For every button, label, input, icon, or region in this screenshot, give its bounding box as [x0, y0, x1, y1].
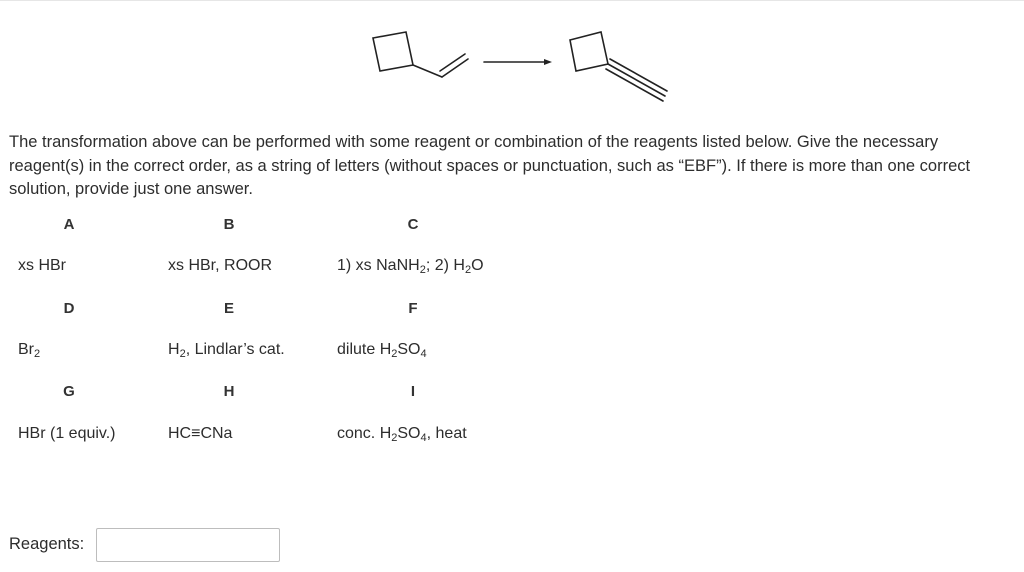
reagent-label-h: HC≡CNa: [168, 425, 233, 442]
question-text: The transformation above can be performed with some reagent or combination of the reagents listed below. Give the necessary reagent(s) in the correct order, as a string of letters (without spaces or punctuation, such as “EBF”). If there is more than one correct solution, provide just one answer.: [9, 133, 971, 198]
reagent-letter-a: A: [63, 216, 75, 233]
reagent-letter-e: E: [223, 300, 235, 317]
reagent-label-i: conc. $H_2SO_4$, heat: [337, 425, 467, 444]
reagent-letter-i: I: [410, 383, 416, 400]
reagent-label-d: $Br_2$: [18, 341, 41, 360]
reagent-label-f: dilute $H_2SO_4$: [337, 341, 427, 360]
reagents-input[interactable]: [96, 528, 280, 562]
starting-material-vinylcyclobutane: [373, 32, 468, 77]
reagent-label-g: HBr (1 equiv.): [18, 425, 116, 442]
reagent-label-c: 1) xs NaNH$_2$; 2) $H_2O$: [337, 257, 484, 276]
reagent-letter-g: G: [63, 383, 75, 400]
reaction-scheme: [360, 24, 680, 110]
reagent-letter-h: H: [223, 383, 235, 400]
reagent-letter-b: B: [223, 216, 235, 233]
reagent-label-b: xs HBr, ROOR: [168, 257, 273, 274]
reagent-label-a: xs HBr: [18, 257, 66, 274]
reagent-label-e: $H_2$, Lindlar’s cat.: [168, 341, 285, 360]
reagent-letter-f: F: [408, 300, 418, 317]
reaction-arrow: [484, 59, 552, 65]
product-ethynylcyclobutane: [570, 32, 667, 101]
reagent-letter-c: C: [407, 216, 419, 233]
reagent-letter-d: D: [63, 300, 75, 317]
top-divider: [0, 0, 1024, 1]
reagents-label: Reagents:: [9, 535, 85, 553]
